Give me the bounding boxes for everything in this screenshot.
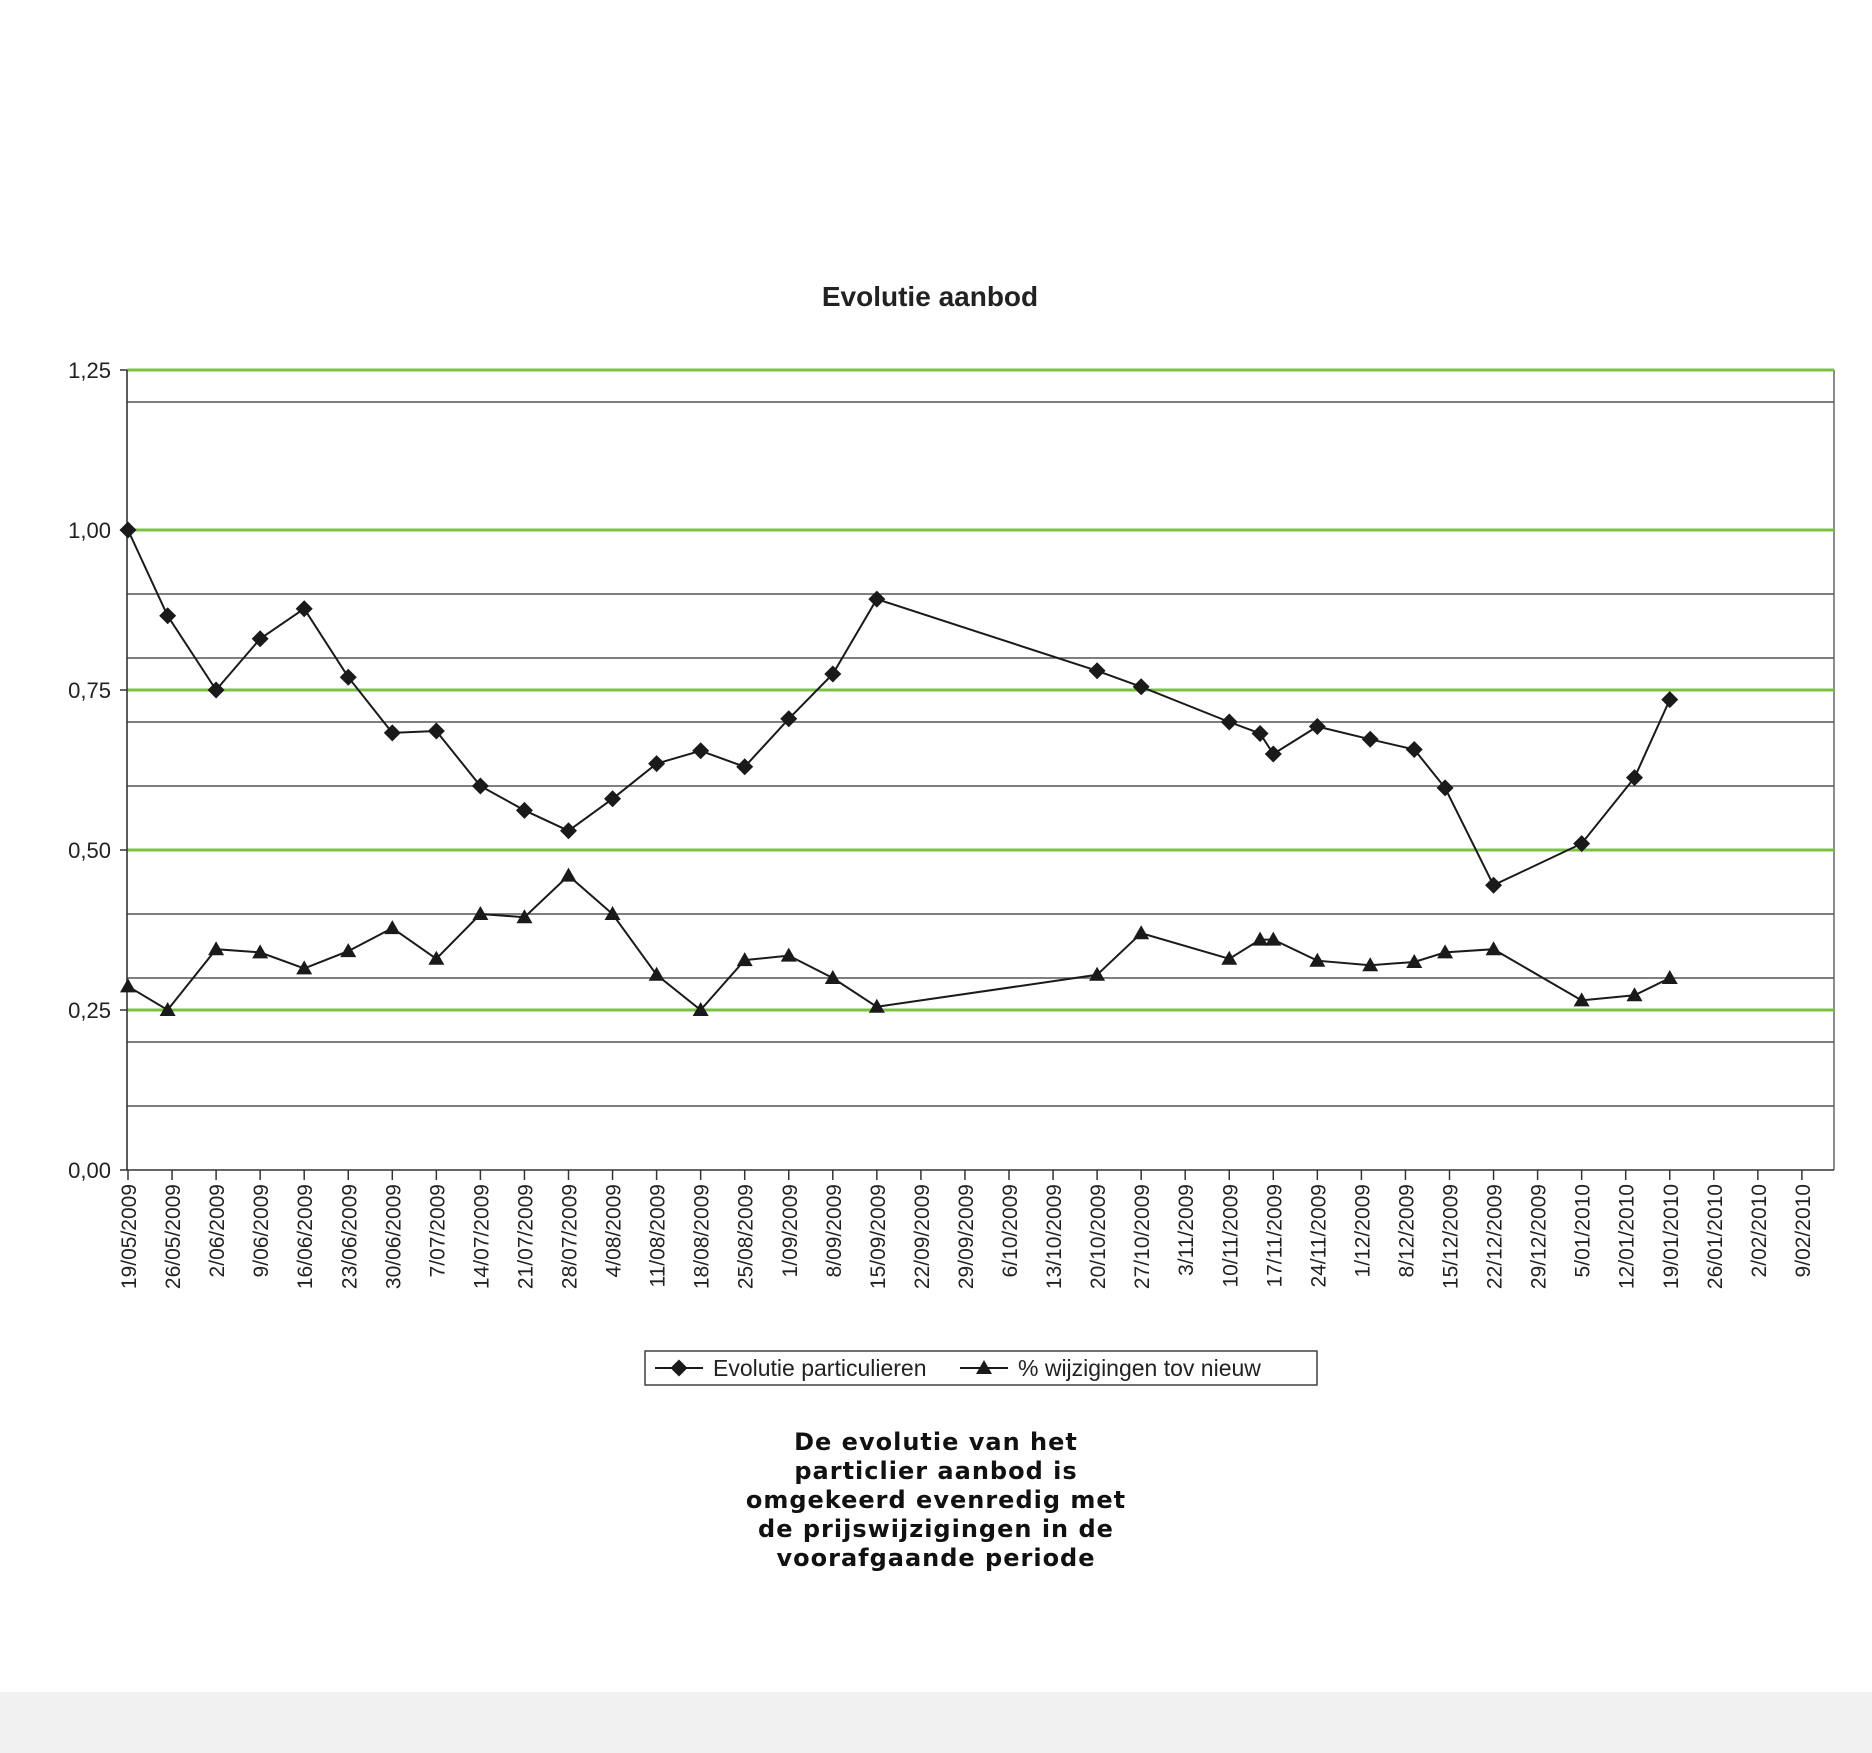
scan-margin xyxy=(0,1692,1872,1753)
x-tick-label: 3/11/2009 xyxy=(1175,1184,1199,1276)
x-tick-label: 11/08/2009 xyxy=(646,1184,670,1288)
x-tick-label: 18/08/2009 xyxy=(690,1184,714,1290)
x-tick-label: 21/07/2009 xyxy=(514,1184,538,1290)
data-point-diamond xyxy=(1252,725,1269,742)
x-tick-label: 22/09/2009 xyxy=(910,1184,934,1290)
caption-line-5: voorafgaande periode xyxy=(776,1544,1096,1572)
x-tick-label: 17/11/2009 xyxy=(1263,1184,1287,1288)
x-tick-label: 14/07/2009 xyxy=(470,1184,494,1290)
data-point-diamond xyxy=(1309,718,1326,735)
x-tick-label: 1/12/2009 xyxy=(1351,1184,1375,1278)
x-tick-label: 13/10/2009 xyxy=(1043,1184,1067,1290)
data-point-triangle xyxy=(472,906,488,920)
x-tick-label: 12/01/2010 xyxy=(1615,1184,1639,1290)
x-tick-label: 20/10/2009 xyxy=(1087,1184,1111,1290)
data-point-diamond xyxy=(1485,877,1502,894)
gridlines xyxy=(127,370,1834,1170)
data-point-triangle xyxy=(208,941,224,955)
data-point-diamond xyxy=(159,607,176,624)
x-tick-label: 24/11/2009 xyxy=(1307,1184,1331,1288)
x-tick-label: 1/09/2009 xyxy=(778,1184,802,1278)
data-point-diamond xyxy=(560,822,577,839)
x-tick-label: 15/09/2009 xyxy=(866,1184,890,1290)
series-evolutie-particulieren xyxy=(120,522,1679,894)
data-point-triangle xyxy=(1133,925,1149,939)
data-point-diamond xyxy=(296,600,313,617)
x-tick-label: 9/06/2009 xyxy=(250,1184,274,1278)
data-point-triangle xyxy=(781,948,797,962)
y-tick-label: 0,00 xyxy=(68,1158,111,1183)
x-tick-label: 19/05/2009 xyxy=(118,1184,141,1290)
data-point-diamond xyxy=(516,802,533,819)
x-tick-label: 9/02/2010 xyxy=(1791,1184,1815,1278)
x-tick-label: 27/10/2009 xyxy=(1131,1184,1155,1290)
legend-label: % wijzigingen tov nieuw xyxy=(1018,1355,1261,1381)
chart-title: Evolutie aanbod xyxy=(821,281,1039,312)
x-tick-label: 4/08/2009 xyxy=(602,1184,626,1278)
x-tick-label: 29/09/2009 xyxy=(954,1184,978,1290)
series-wijzigingen-tov-nieuw xyxy=(120,868,1678,1016)
x-tick-label: 26/01/2010 xyxy=(1703,1184,1727,1290)
series-line xyxy=(128,530,1670,885)
series-line xyxy=(128,876,1670,1010)
data-point-triangle xyxy=(825,970,841,984)
legend-label: Evolutie particulieren xyxy=(713,1355,927,1381)
axes xyxy=(68,358,1834,1289)
caption xyxy=(636,1428,1236,1573)
x-tick-label: 7/07/2009 xyxy=(426,1184,450,1278)
series xyxy=(120,522,1679,1017)
data-point-diamond xyxy=(1265,746,1282,763)
data-point-triangle xyxy=(120,978,136,992)
y-tick-label: 0,50 xyxy=(68,838,111,863)
data-point-triangle xyxy=(1486,941,1502,955)
x-tick-label: 28/07/2009 xyxy=(558,1184,582,1290)
data-point-diamond xyxy=(1221,714,1238,731)
y-tick-label: 1,00 xyxy=(68,518,111,543)
x-tick-label: 10/11/2009 xyxy=(1219,1184,1243,1288)
data-point-triangle xyxy=(1309,953,1325,967)
x-tick-label: 2/06/2009 xyxy=(206,1184,230,1278)
data-point-triangle xyxy=(1627,987,1643,1001)
x-tick-label: 6/10/2009 xyxy=(999,1184,1022,1278)
x-tick-label: 23/06/2009 xyxy=(338,1184,362,1290)
data-point-diamond xyxy=(1089,662,1106,679)
caption-line-1: De evolutie van het xyxy=(794,1428,1078,1456)
x-tick-label: 26/05/2009 xyxy=(162,1184,186,1290)
x-tick-label: 25/08/2009 xyxy=(734,1184,758,1290)
x-tick-label: 29/12/2009 xyxy=(1527,1184,1551,1290)
data-point-diamond xyxy=(1362,731,1379,748)
data-point-diamond xyxy=(868,591,885,608)
y-tick-label: 1,25 xyxy=(68,358,111,383)
data-point-triangle xyxy=(561,868,577,882)
x-tick-label: 8/09/2009 xyxy=(822,1184,846,1278)
data-point-triangle xyxy=(384,920,400,934)
data-point-triangle xyxy=(649,967,665,981)
x-tick-label: 22/12/2009 xyxy=(1483,1184,1507,1290)
data-point-diamond xyxy=(120,522,137,539)
legend xyxy=(645,1351,1317,1385)
x-tick-label: 2/02/2010 xyxy=(1747,1184,1771,1278)
x-tick-label: 8/12/2009 xyxy=(1395,1184,1419,1278)
caption-line-4: de prijswijzigingen in de xyxy=(758,1515,1114,1543)
data-point-triangle xyxy=(1662,970,1678,984)
x-tick-label: 19/01/2010 xyxy=(1659,1184,1683,1290)
x-tick-label: 5/01/2010 xyxy=(1571,1184,1595,1278)
x-tick-label: 16/06/2009 xyxy=(294,1184,318,1290)
caption-line-2: particlier aanbod is xyxy=(794,1457,1078,1485)
y-tick-label: 0,25 xyxy=(68,998,111,1023)
data-point-triangle xyxy=(340,943,356,957)
data-point-diamond xyxy=(1133,678,1150,695)
data-point-diamond xyxy=(692,742,709,759)
y-tick-label: 0,75 xyxy=(68,678,111,703)
x-tick-label: 15/12/2009 xyxy=(1439,1184,1463,1290)
caption-line-3: omgekeerd evenredig met xyxy=(745,1486,1127,1514)
x-tick-label: 30/06/2009 xyxy=(382,1184,406,1290)
data-point-diamond xyxy=(1661,691,1678,708)
